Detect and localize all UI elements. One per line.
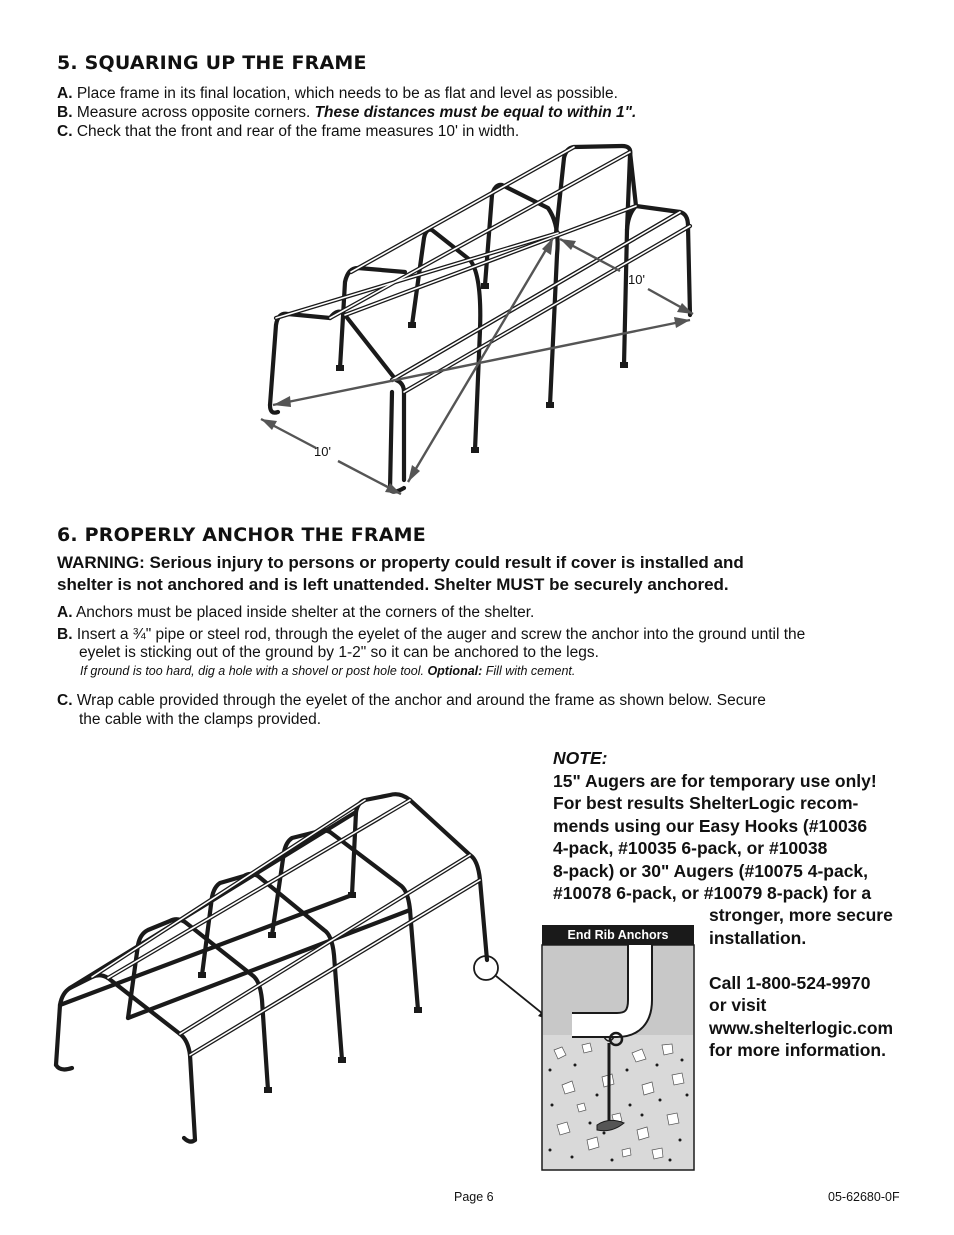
- frame-feet: [198, 892, 422, 1093]
- dimension-label-front: 10': [314, 444, 331, 459]
- step-label: B.: [57, 104, 73, 121]
- inset-title: End Rib Anchors: [542, 925, 694, 945]
- note-text: If ground is too hard, dig a hole with a shovel or post hole tool.: [80, 664, 428, 678]
- dimension-label-rear: 10': [628, 272, 645, 287]
- section-5-title: 5. SQUARING UP THE FRAME: [57, 52, 367, 74]
- step-emphasis: These distances must be equal to within 1".: [314, 104, 637, 121]
- note-line: 8-pack) or 30" Augers (#10075 4-pack,: [553, 860, 869, 881]
- note-text: Fill with cement.: [482, 664, 576, 678]
- call-line: or visit: [709, 995, 767, 1015]
- warning-line-2: shelter is not anchored and is left unattended. Shelter MUST be securely anchored.: [57, 575, 729, 594]
- note-heading: NOTE:: [553, 748, 608, 768]
- step-text: Check that the front and rear of the frame measures 10' in width.: [76, 123, 520, 140]
- step-label: C.: [57, 123, 73, 140]
- document-number: 05-62680-0F: [828, 1190, 900, 1204]
- note-continuation: [709, 904, 893, 1062]
- section-6-title: 6. PROPERLY ANCHOR THE FRAME: [57, 524, 426, 546]
- call-line: Call 1-800-524-9970: [709, 972, 871, 993]
- step-text: Insert a ¾" pipe or steel rod, through the eyelet of the auger and screw the anchor into the ground until the: [76, 626, 806, 643]
- note-line: stronger, more secure: [709, 905, 893, 925]
- step-text: Anchors must be placed inside shelter at the corners of the shelter.: [75, 604, 535, 621]
- note-line: #10078 6-pack, or #10079 8-pack) for a: [553, 883, 872, 903]
- note-optional-label: Optional:: [427, 664, 483, 678]
- callout-pointer-line: [496, 976, 548, 1018]
- warning-line-1: WARNING: Serious injury to persons or property could result if cover is installed and: [57, 553, 744, 572]
- step-text: Place frame in its final location, which needs to be as flat and level as possible.: [76, 85, 618, 102]
- step-label: A.: [57, 604, 73, 621]
- note-line: installation.: [709, 927, 807, 948]
- step-text: Measure across opposite corners.: [76, 104, 315, 121]
- end-rib-anchor-inset: [542, 945, 694, 1170]
- note-line: mends using our Easy Hooks (#10036: [553, 815, 868, 836]
- website-link[interactable]: www.shelterlogic.com: [709, 1017, 894, 1038]
- note-line: 4-pack, #10035 6-pack, or #10038: [553, 838, 828, 858]
- step-6b-continued: eyelet is sticking out of the ground by 1-2" so it can be anchored to the legs.: [79, 644, 599, 661]
- step-label: A.: [57, 85, 73, 102]
- step-text: Wrap cable provided through the eyelet of the anchor and around the frame as shown below. Secure: [76, 692, 766, 709]
- call-line: for more information.: [709, 1040, 886, 1060]
- step-label: C.: [57, 692, 73, 709]
- note-line: 15" Augers are for temporary use only!: [553, 770, 877, 791]
- note-line: For best results ShelterLogic recom-: [553, 793, 859, 813]
- page-number: Page 6: [454, 1190, 494, 1204]
- step-6c-continued: the cable with the clamps provided.: [79, 711, 322, 728]
- note-block: [553, 747, 877, 905]
- step-label: B.: [57, 626, 73, 643]
